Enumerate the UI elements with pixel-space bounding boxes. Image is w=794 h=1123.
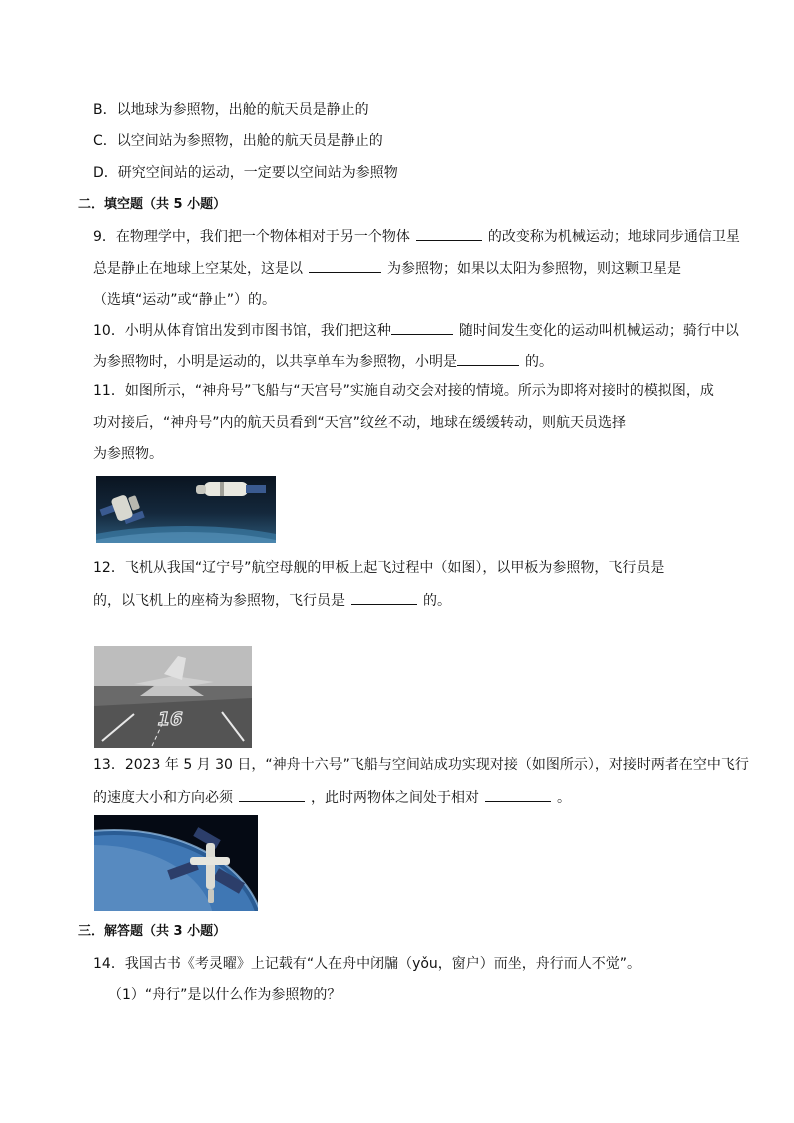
q8-option-b: B．以地球为参照物，出舱的航天员是静止的	[93, 102, 369, 118]
q12-blank-2[interactable]	[351, 590, 417, 605]
q11-docking-image	[96, 476, 276, 543]
q10-blank-2[interactable]	[457, 351, 519, 366]
q14-line-1: 14．我国古书《考灵曜》上记载有“人在舟中闭牖（yǒu，窗户）而坐，舟行而人不觉”。	[93, 956, 642, 972]
q12-text-2b: 的。	[423, 593, 451, 609]
q8-option-d: D．研究空间站的运动，一定要以空间站为参照物	[93, 165, 398, 181]
q9-line-2	[93, 258, 681, 279]
q9-blank-2[interactable]	[309, 258, 381, 273]
q9-text-1b: 的改变称为机械运动；地球同步通信卫星	[487, 229, 740, 245]
q8-option-c: C．以空间站为参照物，出舱的航天员是静止的	[93, 133, 383, 149]
q12-carrier-image	[94, 646, 252, 748]
q13-blank-2[interactable]	[485, 787, 551, 802]
q13-blank-1[interactable]	[239, 787, 305, 802]
q10-text-2a: 为参照物时，小明是运动的，以共享单车为参照物，小明是	[93, 354, 457, 370]
q12-line-1: 12．飞机从我国“辽宁号”航空母舰的甲板上起飞过程中（如图），以甲板为参照物，飞行员是	[93, 560, 665, 576]
q10-line-2	[93, 351, 553, 372]
q12-text-2a: 的，以飞机上的座椅为参照物，飞行员是	[93, 593, 345, 609]
q10-blank-1[interactable]	[391, 320, 453, 335]
q9-text-2a: 总是静止在地球上空某处，这是以	[93, 261, 303, 277]
q13-space-station-image	[94, 815, 258, 911]
q11-line-2: 功对接后，“神舟号”内的航天员看到“天宫”纹丝不动，地球在缓缓转动，则航天员选择	[93, 415, 627, 431]
q10-text-1b: 随时间发生变化的运动叫机械运动；骑行中以	[458, 323, 739, 339]
q13-text-2c: 。	[557, 790, 571, 806]
q11-line-1: 11．如图所示，“神舟号”飞船与“天宫号”实施自动交会对接的情境。所示为即将对接时的模拟图，成	[93, 383, 714, 399]
q10-text-1a: 10．小明从体育馆出发到市图书馆，我们把这种	[93, 323, 391, 339]
q9-text-2b: 为参照物；如果以太阳为参照物，则这颗卫星是	[387, 261, 681, 277]
q11-line-3: 为参照物。	[93, 446, 163, 462]
q13-text-2b: ，此时两物体之间处于相对	[311, 790, 479, 806]
q10-text-2b: 的。	[525, 354, 553, 370]
q13-line-1: 13．2023 年 5 月 30 日，“神舟十六号”飞船与空间站成功实现对接（如图所示），对接时两者在空中飞行	[93, 757, 749, 773]
q13-line-2	[93, 787, 571, 808]
q10-line-1	[93, 320, 739, 341]
q12-line-2	[93, 590, 451, 611]
section-title-fill-blank: 二．填空题（共 5 小题）	[78, 197, 227, 212]
section-title-answer: 三．解答题（共 3 小题）	[78, 924, 227, 939]
q9-line-1	[93, 226, 740, 247]
q9-text-1a: 9．在物理学中，我们把一个物体相对于另一个物体	[93, 229, 410, 245]
q12-deck-number: 16	[155, 709, 185, 730]
q14-sub-1: （1）“舟行”是以什么作为参照物的？	[108, 987, 342, 1003]
q13-text-2a: 的速度大小和方向必须	[93, 790, 233, 806]
q9-line-3: （选填“运动”或“静止”）的。	[93, 292, 277, 308]
q9-blank-1[interactable]	[416, 226, 482, 241]
